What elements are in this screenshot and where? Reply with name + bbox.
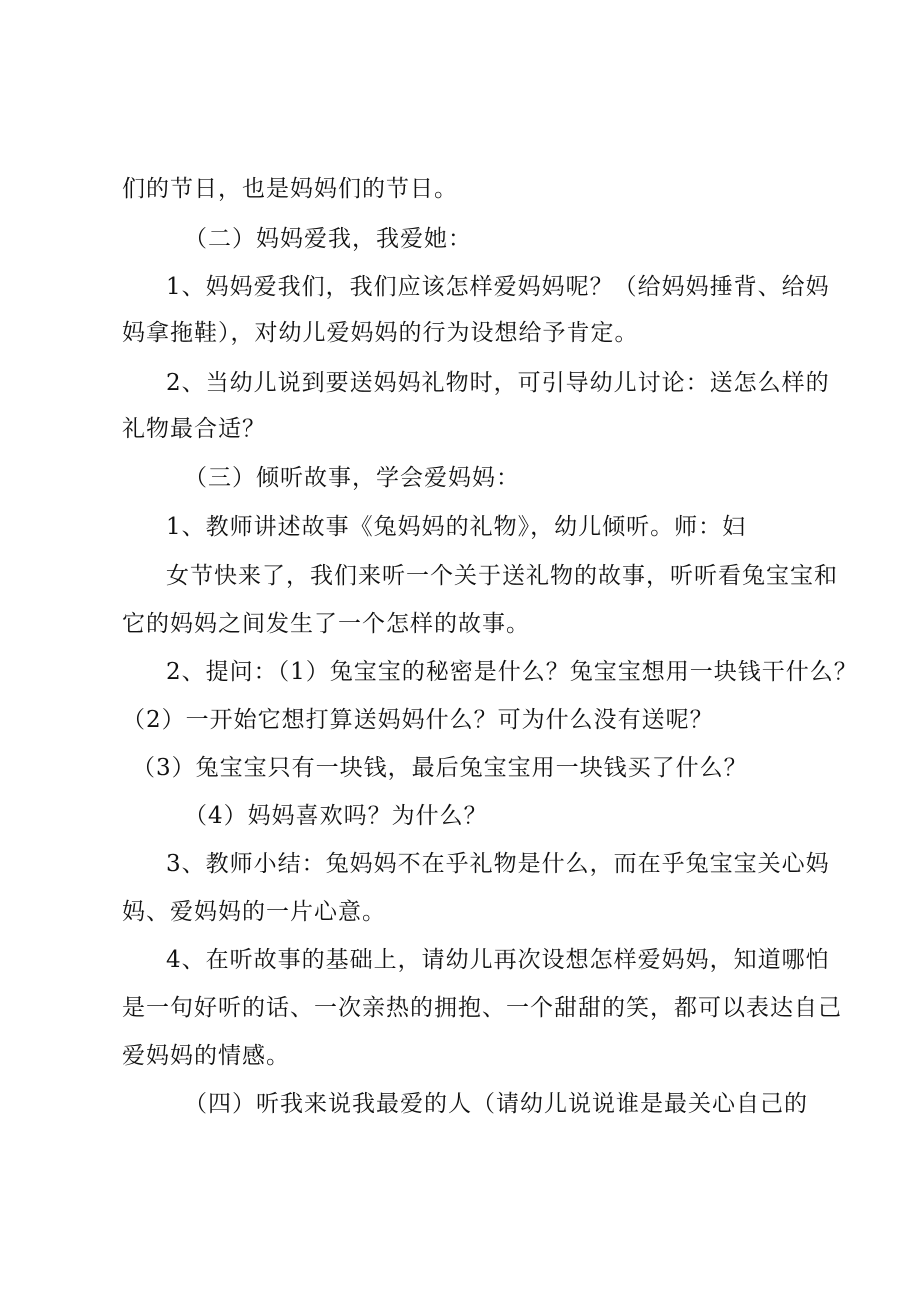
section-heading-4: （四）听我来说我最爱的人（请幼儿说说谁是最关心自己的: [184, 1091, 808, 1117]
text-line: 是一句好听的话、一次亲热的拥抱、一个甜甜的笑，都可以表达自己: [122, 995, 842, 1021]
text-line: 4、在听故事的基础上，请幼儿再次设想怎样爱妈妈，知道哪怕: [166, 947, 830, 973]
text-line: 3、教师小结：兔妈妈不在乎礼物是什么，而在乎兔宝宝关心妈: [166, 851, 830, 877]
text-line: 1、教师讲述故事《兔妈妈的礼物》，幼儿倾听。师：妇: [166, 514, 747, 540]
text-line: （3）兔宝宝只有一块钱，最后兔宝宝用一块钱买了什么？: [132, 755, 748, 781]
text-line: 2、当幼儿说到要送妈妈礼物时，可引导幼儿讨论：送怎么样的: [166, 370, 830, 396]
text-line-continuation: 们的节日，也是妈妈们的节日。: [122, 176, 458, 202]
text-line: 爱妈妈的情感。: [122, 1043, 290, 1069]
text-line: （2）一开始它想打算送妈妈什么？可为什么没有送呢？: [122, 707, 714, 733]
text-line: 妈、爱妈妈的一片心意。: [122, 899, 386, 925]
section-heading-2: （二）妈妈爱我，我爱她：: [184, 226, 472, 252]
text-line: 妈拿拖鞋），对幼儿爱妈妈的行为设想给予肯定。: [122, 320, 639, 346]
section-heading-3: （三）倾听故事，学会爱妈妈：: [184, 465, 520, 491]
text-line: 2、提问：（1）兔宝宝的秘密是什么？兔宝宝想用一块钱干什么？: [166, 659, 858, 685]
text-line: 它的妈妈之间发生了一个怎样的故事。: [122, 611, 530, 637]
text-line: 女节快来了，我们来听一个关于送礼物的故事，听听看兔宝宝和: [166, 563, 838, 589]
text-line: 礼物最合适？: [122, 416, 266, 442]
text-line: 1、妈妈爱我们，我们应该怎样爱妈妈呢？（给妈妈捶背、给妈: [166, 274, 830, 300]
text-line: （4）妈妈喜欢吗？为什么？: [184, 803, 488, 829]
